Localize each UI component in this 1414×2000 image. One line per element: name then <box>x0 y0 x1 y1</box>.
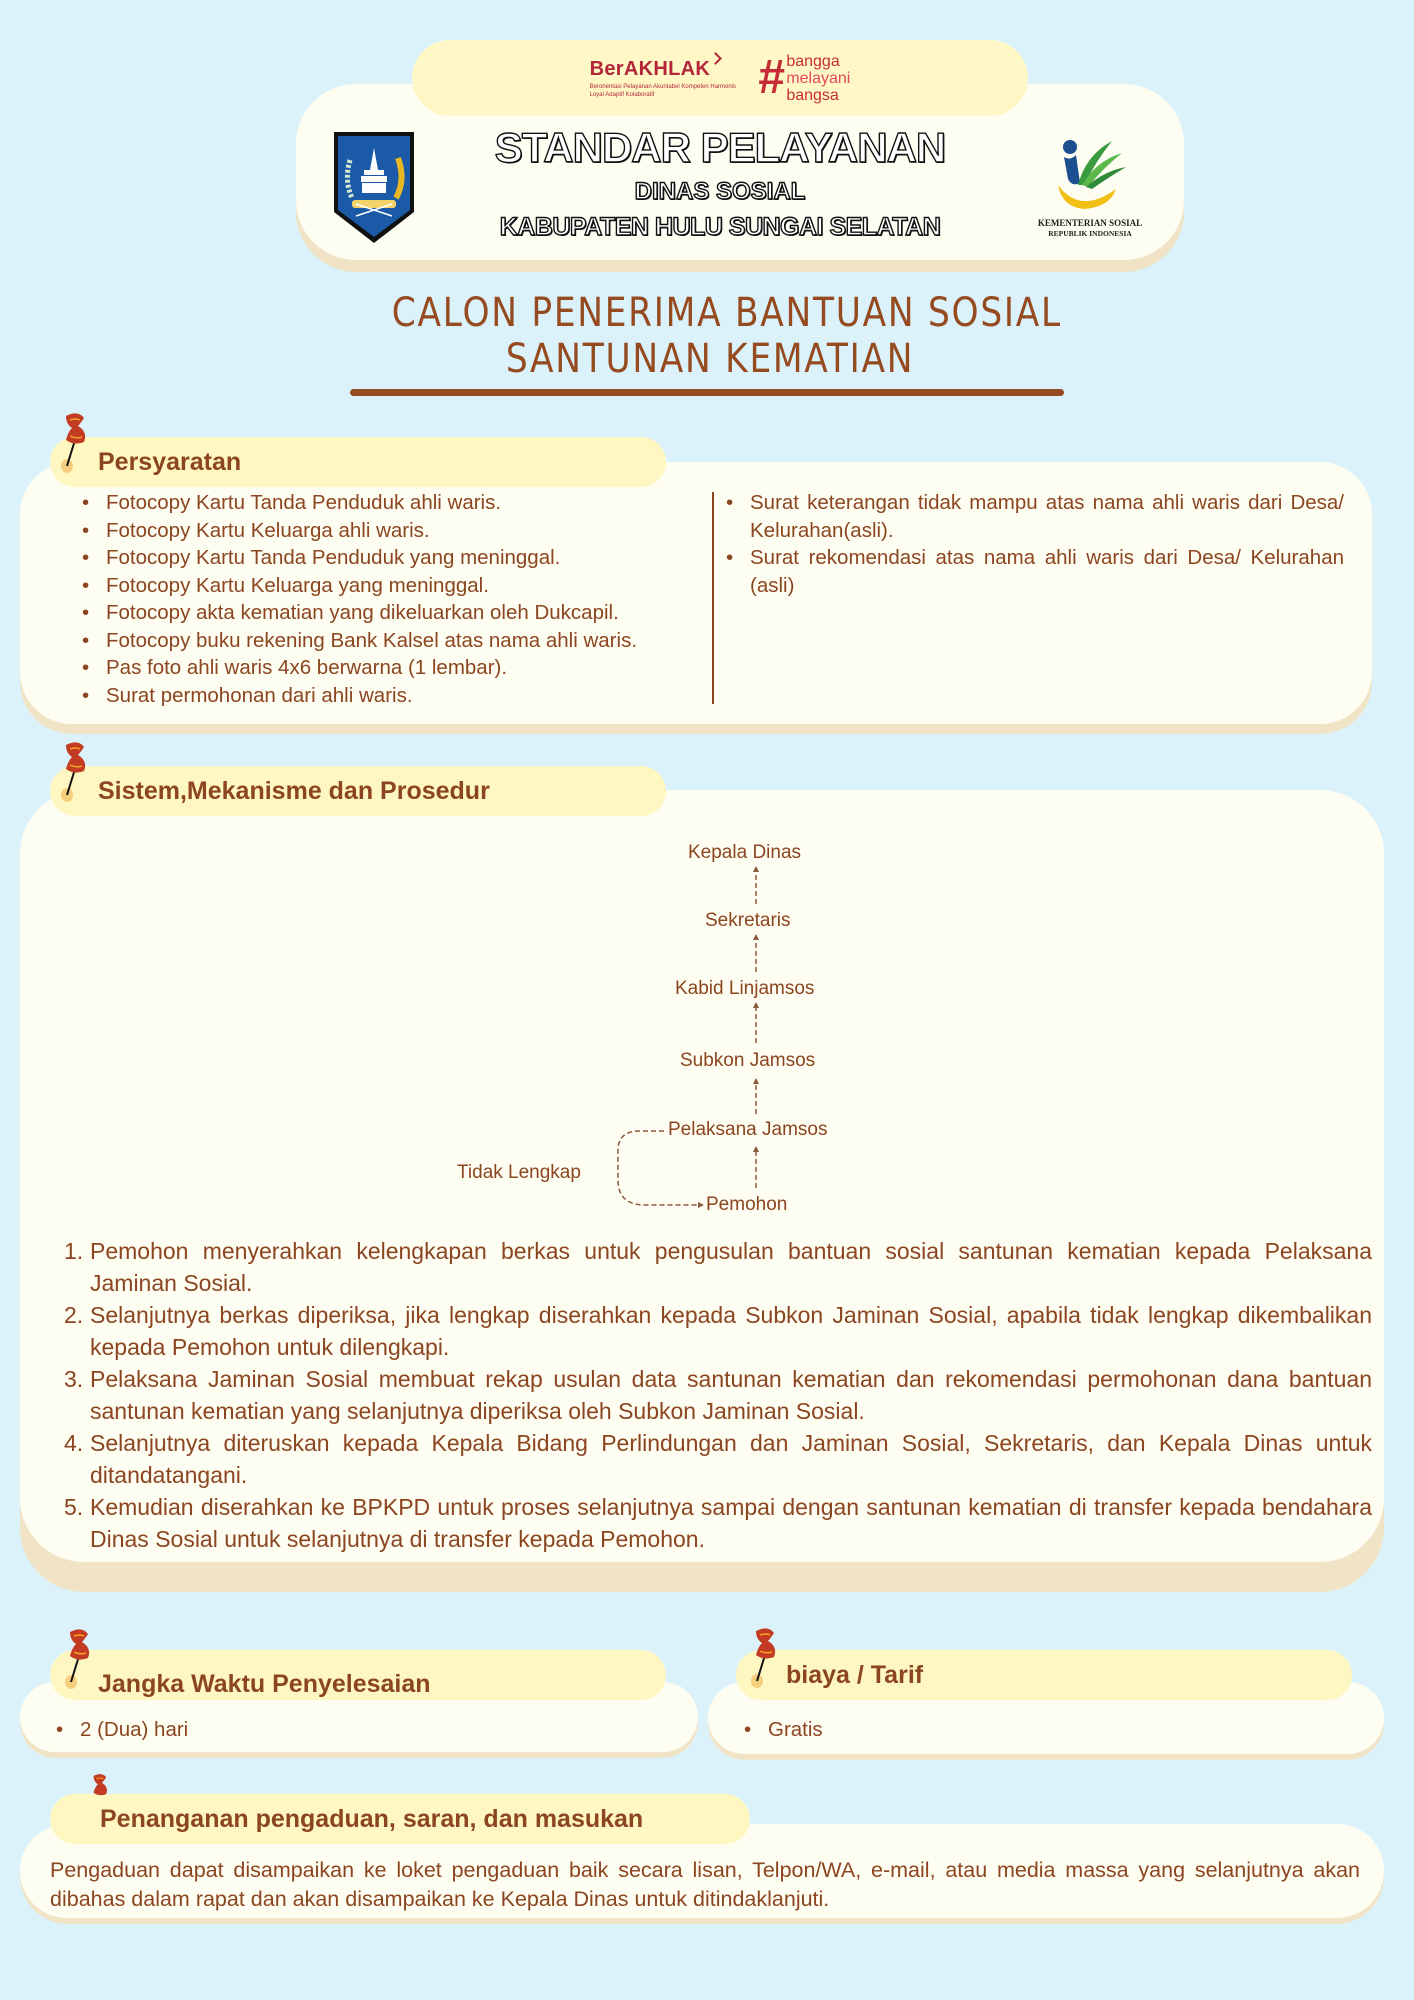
pushpin-icon <box>58 412 98 474</box>
bangga-line: melayani <box>786 69 851 87</box>
jangka-list <box>52 1716 188 1744</box>
header-title: STANDAR PELAYANAN <box>494 124 946 171</box>
prosedur-label-pill <box>50 766 666 816</box>
kemensos-emblem-icon <box>1050 135 1130 211</box>
title-underline <box>350 389 1064 396</box>
requirement-item: • Fotocopy Kartu Tanda Penduduk ahli waris. <box>78 489 708 517</box>
pushpin-icon <box>748 1627 788 1689</box>
requirement-item: • Pas foto ahli waris 4x6 berwarna (1 lembar). <box>78 654 708 682</box>
biaya-label: biaya / Tarif <box>786 1660 924 1689</box>
prosedur-steps <box>56 1235 1372 1555</box>
duration-item: • 2 (Dua) hari <box>52 1716 188 1744</box>
pushpin-icon <box>62 1628 102 1690</box>
header-subtitle-region: KABUPATEN HULU SUNGAI SELATAN <box>499 213 941 241</box>
flow-node-subkon-jamsos: Subkon Jamsos <box>680 1050 816 1071</box>
bangga-melayani-bangsa-logo <box>758 53 851 104</box>
pengaduan-text: Pengaduan dapat disampaikan ke loket pengaduan baik secara lisan, Telpon/WA, e-mail, atau media massa yang selanjutnya akan dibahas dalam rapat dan akan disampaikan ke Kepala Dinas untuk ditindaklanjuti. <box>50 1858 1360 1911</box>
requirement-item: • Fotocopy akta kematian yang dikeluarkan oleh Dukcapil. <box>78 599 708 627</box>
hashtag-icon: # <box>757 51 785 104</box>
flow-loop-label: Tidak Lengkap <box>457 1162 581 1183</box>
flow-node-pemohon: Pemohon <box>706 1194 788 1215</box>
berakhlak-word: BerAKHLAK <box>589 57 711 80</box>
kemensos-line1: KEMENTERIAN SOSIAL <box>1037 218 1143 228</box>
branding-banner <box>412 40 1028 116</box>
header-subtitle-agency: DINAS SOSIAL <box>634 178 806 205</box>
step-text: Selanjutnya diteruskan kepada Kepala Bidang Perlindungan dan Jaminan Sosial, Sekretaris, dan Kepala Dinas untuk ditandatangani. <box>90 1430 1372 1488</box>
step-text: Pemohon menyerahkan kelengkapan berkas untuk pengusulan bantuan sosial santunan kematian kepada Pelaksana Jaminan Sosial. <box>90 1238 1372 1296</box>
bangga-line: bangsa <box>786 86 839 104</box>
procedure-step <box>56 1235 1372 1299</box>
jangka-label: Jangka Waktu Penyelesaian <box>98 1669 431 1698</box>
document-title-line1: CALON PENERIMA BANTUAN SOSIAL <box>391 290 1062 336</box>
step-number: 2. <box>64 1302 84 1328</box>
flow-node-kepala-dinas: Kepala Dinas <box>688 842 802 863</box>
document-title-line2: SANTUNAN KEMATIAN <box>505 336 915 382</box>
requirement-item: • Fotocopy Kartu Keluarga yang meninggal. <box>78 572 708 600</box>
procedure-step <box>56 1299 1372 1363</box>
bangga-line: bangga <box>786 52 840 70</box>
step-number: 1. <box>64 1238 84 1264</box>
hss-regency-emblem-icon <box>332 130 416 245</box>
persyaratan-list-left <box>78 489 708 709</box>
requirement-item: • Fotocopy Kartu Tanda Penduduk yang meninggal. <box>78 544 708 572</box>
column-divider <box>712 492 714 704</box>
berakhlak-subtitle: Berorientasi Pelayanan Akuntabel Kompeten Harmonis Loyal Adaptif Kolaboratif <box>589 83 737 98</box>
pengaduan-label-pill <box>50 1794 750 1844</box>
kemensos-logo <box>1030 135 1150 245</box>
step-number: 3. <box>64 1366 84 1392</box>
requirement-item: • Fotocopy buku rekening Bank Kalsel atas nama ahli waris. <box>78 627 708 655</box>
step-text: Selanjutnya berkas diperiksa, jika lengkap diserahkan kepada Subkon Jaminan Sosial, apabila tidak lengkap dikembalikan kepada Pemohon untuk dilengkapi. <box>90 1302 1372 1360</box>
pushpin-icon <box>58 741 98 803</box>
fee-item: • Gratis <box>740 1716 823 1744</box>
procedure-step <box>56 1363 1372 1427</box>
step-number: 4. <box>64 1430 84 1456</box>
requirement-item: • Surat keterangan tidak mampu atas nama ahli waris dari Desa/ Kelurahan(asli). <box>722 489 1344 544</box>
persyaratan-label: Persyaratan <box>98 447 242 476</box>
persyaratan-list-right <box>722 489 1344 599</box>
procedure-step <box>56 1491 1372 1555</box>
step-number: 5. <box>64 1494 84 1520</box>
step-text: Kemudian diserahkan ke BPKPD untuk proses selanjutnya sampai dengan santunan kematian di transfer kepada bendahara Dinas Sosial untuk selanjutnya di transfer kepada Pemohon. <box>90 1494 1372 1552</box>
requirement-item: • Surat rekomendasi atas nama ahli waris dari Desa/ Kelurahan (asli) <box>722 544 1344 599</box>
requirement-item: • Fotocopy Kartu Keluarga ahli waris. <box>78 517 708 545</box>
jangka-label-pill <box>50 1650 666 1700</box>
requirement-item: • Surat permohonan dari ahli waris. <box>78 682 708 710</box>
flow-node-pelaksana-jamsos: Pelaksana Jamsos <box>668 1119 828 1140</box>
kemensos-line2: REPUBLIK INDONESIA <box>1048 229 1132 238</box>
pushpin-icon <box>88 1770 116 1800</box>
prosedur-label: Sistem,Mekanisme dan Prosedur <box>98 776 490 805</box>
step-text: Pelaksana Jaminan Sosial membuat rekap usulan data santunan kematian dan rekomendasi permohonan dana bantuan santunan kematian yang selanjutnya diperiksa oleh Subkon Jaminan Sosial. <box>90 1366 1372 1424</box>
pengaduan-label: Penanganan pengaduan, saran, dan masukan <box>100 1804 644 1833</box>
flow-node-sekretaris: Sekretaris <box>705 910 791 931</box>
biaya-label-pill <box>736 1650 1352 1700</box>
flow-node-kabid-linjamsos: Kabid Linjamsos <box>675 978 815 999</box>
procedure-step <box>56 1427 1372 1491</box>
persyaratan-label-pill <box>50 437 666 487</box>
biaya-list <box>740 1716 823 1744</box>
berakhlak-logo <box>590 58 740 99</box>
